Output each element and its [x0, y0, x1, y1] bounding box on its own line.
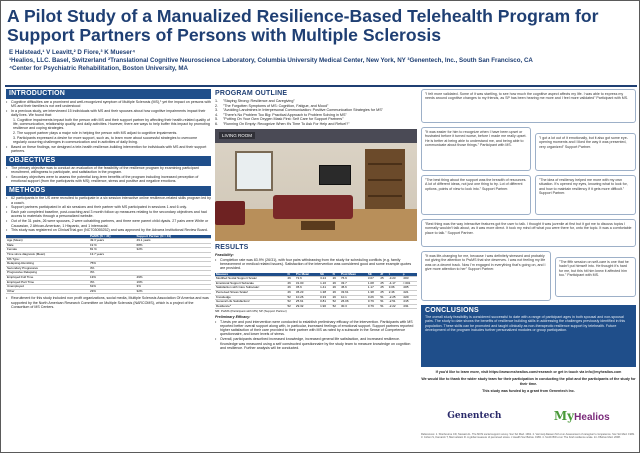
objective-bullet: • Secondary objectives were to assess the potential long-term benefits of the program including increased perception of emotional support (from the participants with MS); resilience, stress and positive and negative emotions.: [6, 175, 199, 184]
feasibility-label: Feasibility:: [215, 253, 234, 257]
table-cell: -2.51: [388, 300, 402, 305]
living-room-illustration: [215, 129, 417, 241]
table-cell: 26: [332, 295, 340, 300]
table-cell: 26: [286, 277, 294, 282]
program-item: 2. "The Forgotten Symptoms of MS: Cognition, Fatigue, and Mood": [215, 103, 329, 108]
intro-finding: 3. Participants expressed a desire for more support, such as, to learn more about successful strategies to overcome regularly occurring challenges in communication and in activities of daily living.: [13, 135, 198, 145]
table-cell: Age (Mean): [6, 239, 89, 244]
table-cell: MS Type:: [6, 257, 89, 262]
table-cell: 26: [332, 281, 340, 286]
table-cell: .005: [402, 286, 417, 291]
quote-box: "It was easier for him to recognize when I have been upset or frustrated before it turned worse, before I made me really upset. He is better at being able to understand me, and being able to communicate about those things." Participant with MS.: [421, 127, 531, 171]
methods-bullet: • 62 participants in the US were recruited to participate in a six session interactive online resilience-related skills program led by a coach.: [6, 196, 211, 205]
table-cell: 25: [379, 286, 387, 291]
conclusions-panel: [421, 305, 636, 367]
intro-bullet: • In a previous study, we interviewed 15 individuals with MS and their spouses about how cognitive impairments impact their daily lives. We found that:: [6, 108, 206, 117]
table-cell: Male: [6, 243, 89, 248]
table-cell: 23%: [89, 289, 136, 294]
table-cell: -4.17: [388, 281, 402, 286]
table-cell: 29.32: [295, 304, 319, 309]
table-cell: .029: [402, 295, 417, 300]
program-heading: PROGRAM OUTLINE: [215, 90, 288, 97]
table-cell: 26: [286, 286, 294, 291]
table-cell: 3%: [89, 271, 136, 276]
table-cell: 25: [379, 281, 387, 286]
quote-box: "The fifth session on self-care is one that he hadn't put himself into. He thought it's hard for me, but this hit him knew it affected him too." Participant with MS.: [555, 257, 636, 297]
authors: E Halstead,¹ V Leavitt,² D Fiore,³ K Mueser⁴: [9, 49, 136, 56]
learn-more-text: If you'd like to learn more, visit https://www.mshealios.com/research or get in touch via info@myhealios.com: [435, 370, 622, 374]
introduction-heading: INTRODUCTION: [6, 89, 211, 99]
demographics-table: [6, 235, 211, 295]
program-item: 5. "Putting On Your Own Oxygen Mask First: Self Care for Support Partners": [215, 117, 344, 121]
table-cell: 26: [332, 277, 340, 282]
table-cell: 0.79: [367, 304, 379, 309]
prelim-label: Preliminary Efficacy:: [215, 314, 251, 319]
table-header-cell: N: [286, 273, 294, 277]
table-cell: 16%: [136, 280, 211, 285]
coffee-table-graphic: [301, 221, 335, 230]
feasibility-bullet: • Completion rate was 83.9% (26/31), with four pairs withdrawing from the study for scheduling conflicts (e.g. family bereavement or medical related issues). Satisfaction of the intervention was considered good and some example quotes are provided.: [215, 257, 412, 271]
intro-bullet: • Cognitive difficulties are a prominent and well-recognized symptom of Multiple Sclerosis (MS),¹ yet the impact on persons with MS and their families is not well understood: [6, 99, 211, 108]
header-divider: [5, 85, 637, 87]
methods-bullet: • This study was registered on ClinicalTrial.gov (NCT03055252) and was approved by the Advarra Institutional Review Board.: [6, 228, 208, 233]
conclusions-heading: CONCLUSIONS: [425, 307, 479, 314]
table-cell: 26: [286, 281, 294, 286]
genentech-logo: Genentech: [447, 411, 502, 421]
table-header-cell: df: [379, 273, 387, 277]
table-cell: Employed Part Time: [6, 280, 89, 285]
table-cell: 3%: [136, 285, 211, 290]
couch-graphic: [273, 195, 353, 219]
quote-box: "The idea of resiliency helped me more with my own situation. It's opened my eyes, knowing what to look for, and how to maintain resiliency if it gets more difficult." Support Partner.: [535, 175, 636, 215]
tv-graphic: [319, 165, 351, 185]
table-header-cell: Support Partner (N = 31): [136, 235, 211, 239]
quote-box: "I got a lot out of it emotionally, but it also got some eye-opening moments and I liked the way it was presented, very organized" Support Partner.: [535, 133, 636, 171]
results-heading: RESULTS: [215, 244, 249, 251]
methods-heading: METHODS: [6, 186, 211, 196]
methods-bullet: • Out of the 31 pairs, 26 were spouses, 2 were cohabiting partners, and three were parent child dyads. 27 pairs were White or Caucasian, 2 African-American, 1 Hispanic, and 1 internacial.: [6, 219, 209, 228]
affiliation-line-2: ⁴Center for Psychiatric Rehabilitation, Boston University, MA: [9, 65, 188, 72]
table-cell: 26: [286, 291, 294, 296]
table-cell: 36.23: [295, 291, 319, 296]
contact-section: [421, 370, 636, 393]
table-cell: Time since diagnosis (Mean): [6, 253, 89, 258]
table-cell: 0.33: [319, 295, 331, 300]
table-cell: Female: [6, 248, 89, 253]
table-cell: 49.3 years: [89, 239, 136, 244]
table-cell: 81 %: [89, 248, 136, 253]
table-cell: 26.06: [340, 300, 367, 305]
table-cell: 19 %: [89, 243, 136, 248]
table-cell: 2.46: [388, 291, 402, 296]
table-cell: Other: [6, 289, 89, 294]
table-header-cell: PwMS (N = 31): [89, 235, 136, 239]
table-cell: 33.61: [340, 291, 367, 296]
table-cell: General Life Satisfaction²: [215, 300, 286, 305]
objective-bullet: • The primary objective was to conduct an evaluation of the feasibility of the resilience program by examining participant recruitment, willingness to participate, and satisfaction in the program.: [6, 166, 199, 175]
armchair-graphic: [215, 201, 245, 225]
table-cell: 0.81: [319, 300, 331, 305]
table-cell: <.001: [402, 281, 417, 286]
results-table-note: NB: PwMS (Participant with MS) SP (Support Partner): [215, 309, 287, 314]
table-cell: 3%: [89, 280, 136, 285]
references: References: 1. Sherbourne CD, Stewart AL. The MOS social support survey. Soc Sci Med. 1991. 2. Vernooij-Dassen MJ et al. Assessment of caregiver's competence. Soc Sci Med. 1999. 3. Cohen S, Kamarck T, Mermelstein R. A global measure of perceived stress. J Health Soc Behav. 1983. 4. Smith BW et al. The brief resilience scale. Int J Behav Med. 2008.: [421, 433, 635, 439]
table-header-cell: Measure: [215, 273, 286, 277]
table-header-cell: SE: [367, 273, 379, 277]
table-cell: 32%: [136, 248, 211, 253]
quote-box: "I felt more validated. Some of it was startling, to see how much the cognitive aspect affects my life. I was able to express my needs around cognitive changes to my friends, as SP has been hearing me more and I feel more validated" Participant with MS.: [421, 89, 636, 123]
table-cell: 51: [379, 300, 387, 305]
healios-logo: My Healios: [553, 409, 610, 423]
table-cell: -2.25: [388, 295, 402, 300]
table-cell: 0.26: [367, 295, 379, 300]
table-cell: 52: [286, 304, 294, 309]
poster-title: A Pilot Study of a Manualized Resilience-Based Telehealth Program for Support Partners of Persons with Multiple Sclerosis: [7, 6, 599, 45]
table-cell: Satisfaction with Care Subscale²: [215, 286, 286, 291]
recruitment-note: • Recruitment for this study included non profit organizations, social media, Multiple Sclerosis Association Of America and was supported by the North American Research Committee on Multiple Sclerosis (NARCOMS), which is a project of the Consortium of MS Centers.: [6, 296, 209, 309]
table-cell: Employed Full Time: [6, 275, 89, 280]
table-cell: Secondary Progressive: [6, 266, 89, 271]
table-cell: 25.61: [295, 300, 319, 305]
quote-box: "The best thing about the support was the breadth of resources. A lot of different ideas, not just one thing to try. Lot of different options, points of view to look into." Support Partner.: [421, 175, 531, 215]
table-cell: 32%: [136, 289, 211, 294]
table-cell: .031: [402, 304, 417, 309]
table-cell: 26: [332, 291, 340, 296]
intro-bullet: • Based on these findings, we designed a tele-health resilience-building intervention for individuals with MS and their support partners.: [6, 144, 207, 154]
table-cell: Progressive Relapsing: [6, 271, 89, 276]
table-row: [215, 304, 417, 309]
table-cell: 51: [379, 295, 387, 300]
table-cell: 1.38: [367, 291, 379, 296]
table-cell: Knowledge: [215, 295, 286, 300]
funding-text: This study was funded by a grant from Genentech Inc.: [482, 388, 575, 393]
table-cell: 45.6: [340, 286, 367, 291]
methods-bullet: • Each pair completed baseline, post-coaching and 3 month follow up measures relating to the secondary objectives and had access to materials through a personalized website.: [6, 210, 207, 219]
table-cell: Resilience⁴: [215, 304, 286, 309]
table-header-cell: Post Mean: [340, 273, 367, 277]
table-cell: 10.1: [340, 295, 367, 300]
table-cell: 0.79: [367, 300, 379, 305]
table-cell: 31.00: [295, 281, 319, 286]
results-table: [215, 273, 417, 310]
table-cell: 3%: [89, 266, 136, 271]
conclusions-text: The overall study feasibility is considered successful to date with a range of participant ages in both spousal and non-spousal pairs. The study to date shows the benefits of resilience building skills in addressing the challenges previously identified in this population. These skills can be promoted and taught clinically as non-therapeutic resilience support by telehealth. Future development of the program includes further personalized modules or group participation.: [425, 315, 626, 332]
column-left: [6, 89, 211, 309]
table-header-cell: N: [332, 273, 340, 277]
prelim-bullet: • T-tests pre and post intervention were conducted to establish preliminary efficacy of the intervention. Participants with MS reported better overall support along with, in particular, increased feelings of emotional support. Support partners reported higher satisfaction of their care provided to their partner with MS as rated by a subscale in the Sense of Competence questionnaire, and lower levels of stress.: [215, 319, 414, 337]
table-cell: 26: [332, 286, 340, 291]
program-item: 4. "There's No Problem Too Big: Practical Approach to Problem Solving in MS": [215, 112, 347, 117]
table-cell: 33.7: [340, 281, 367, 286]
room-label: LIVING ROOM: [219, 132, 255, 139]
quote-box: "Best thing was the way interactive features got the user to talk. I thought it was juvenile at first but it got me to discuss topics I normally wouldn't talk about, as it was more direct. It took my mind off what you were there for, onto the topic. It was a comfortable place to talk." Support Partner.: [421, 219, 636, 247]
table-cell: Emotional Support Subscale: [215, 281, 286, 286]
table-cell: 72.6: [295, 277, 319, 282]
program-item: 6. "Running On Empty: Recognize When It's Time To Ask For Help and Refuel?": [215, 121, 350, 126]
table-cell: 49.1 years: [136, 239, 211, 244]
bookshelf-graphic: [365, 149, 405, 211]
table-cell: 75%: [89, 262, 136, 267]
table-header-cell: t: [388, 273, 402, 277]
table-cell: 68%: [136, 243, 211, 248]
table-cell: 49%: [136, 275, 211, 280]
table-cell: Relapsing-Remitting: [6, 262, 89, 267]
table-cell: -3.23: [388, 277, 402, 282]
table-cell: 52: [286, 300, 294, 305]
methods-bullet: • Support partners participated in all six sessions and their partner with MS participated in sessions 1 and 6 only.: [6, 205, 187, 210]
table-cell: 13%: [89, 275, 136, 280]
intro-finding: 2. The support partner plays a major role in helping the person with MS adjust to cognitive impairments.: [13, 131, 178, 136]
table-cell: 52: [332, 300, 340, 305]
table-cell: 13.7 years: [89, 253, 136, 258]
window-graphic: [235, 151, 273, 191]
table-cell: 1.16: [319, 281, 331, 286]
program-item: 3. "Avoiding Landmines in Interpersonal Communication: Positive Communication Strategies for MS": [215, 108, 383, 112]
table-cell: 25: [379, 291, 387, 296]
objectives-heading: OBJECTIVES: [6, 156, 211, 166]
poster-header: [5, 7, 637, 73]
table-cell: Modified Social Support Scale¹: [215, 277, 286, 282]
table-cell: 1.38: [319, 291, 331, 296]
program-item: 1. "Staying Strong: Resilience and Caregiving": [215, 99, 295, 103]
table-cell: -2.22: [388, 304, 402, 309]
table-cell: 3.24: [319, 277, 331, 282]
logo-row: [421, 401, 636, 431]
table-cell: 45.6: [295, 286, 319, 291]
table-cell: .021: [402, 291, 417, 296]
table-header-cell: Pre Mean: [295, 273, 319, 277]
table-cell: 25: [379, 277, 387, 282]
table-cell: 76.9: [340, 277, 367, 282]
affiliation-line-1: ¹Healios, LLC. Basel, Switzerland ²Translational Cognitive Neuroscience Laboratory, Columbia University Medical Center, New York, NY ³Genentech, Inc., South San Francisco, CA: [9, 57, 533, 64]
table-cell: 3.06: [388, 286, 402, 291]
table-cell: .003: [402, 277, 417, 282]
table-cell: Unemployed: [6, 285, 89, 290]
table-header-cell: SE: [319, 273, 331, 277]
table-header-cell: p: [402, 273, 417, 277]
thanks-text: We would like to thank the wider study team for their participation in conducting the pilot and the participants of the study for their time.: [421, 377, 636, 386]
table-cell: 52: [332, 304, 340, 309]
column-middle: [215, 89, 417, 350]
quote-box: "It was life-changing for me, because I was definitely stressed and probably not giving the attention to PwMS that she deserves. I was not feeling my life was on a decent track. Now I'm engaged in everything that's going on, and I give more attention to her" Support Partner.: [421, 251, 551, 301]
table-cell: 30.3: [340, 304, 367, 309]
intro-finding: 1. Cognitive impairments impact both the person with MS and their support partner by affecting their health-related quality of life, communication, relationship quality, and daily activities. However, there are ways to help buffer this impact by promoting resilience and coping strategies.: [13, 117, 210, 131]
table-cell: Perceived Stress Scale³: [215, 291, 286, 296]
table-cell: 1.17: [367, 286, 379, 291]
table-cell: .015: [402, 300, 417, 305]
table-row: [6, 289, 211, 294]
table-cell: 1.41: [319, 286, 331, 291]
table-cell: 61%: [89, 285, 136, 290]
table-cell: 1.08: [367, 281, 379, 286]
table-cell: 10.26: [295, 295, 319, 300]
table-cell: 1.90: [319, 304, 331, 309]
table-cell: 3.07: [367, 277, 379, 282]
program-list: [215, 99, 417, 126]
prelim-bullet: • Overall, participants described increased knowledge, increased general life satisfaction, and increased resilience. Knowledge was measured using a self constructed questionnaire by the study team to measure knowledge on cognition and resilience. Further analysis will be conducted.: [215, 337, 411, 350]
table-cell: 52: [286, 295, 294, 300]
table-cell: 51: [379, 304, 387, 309]
